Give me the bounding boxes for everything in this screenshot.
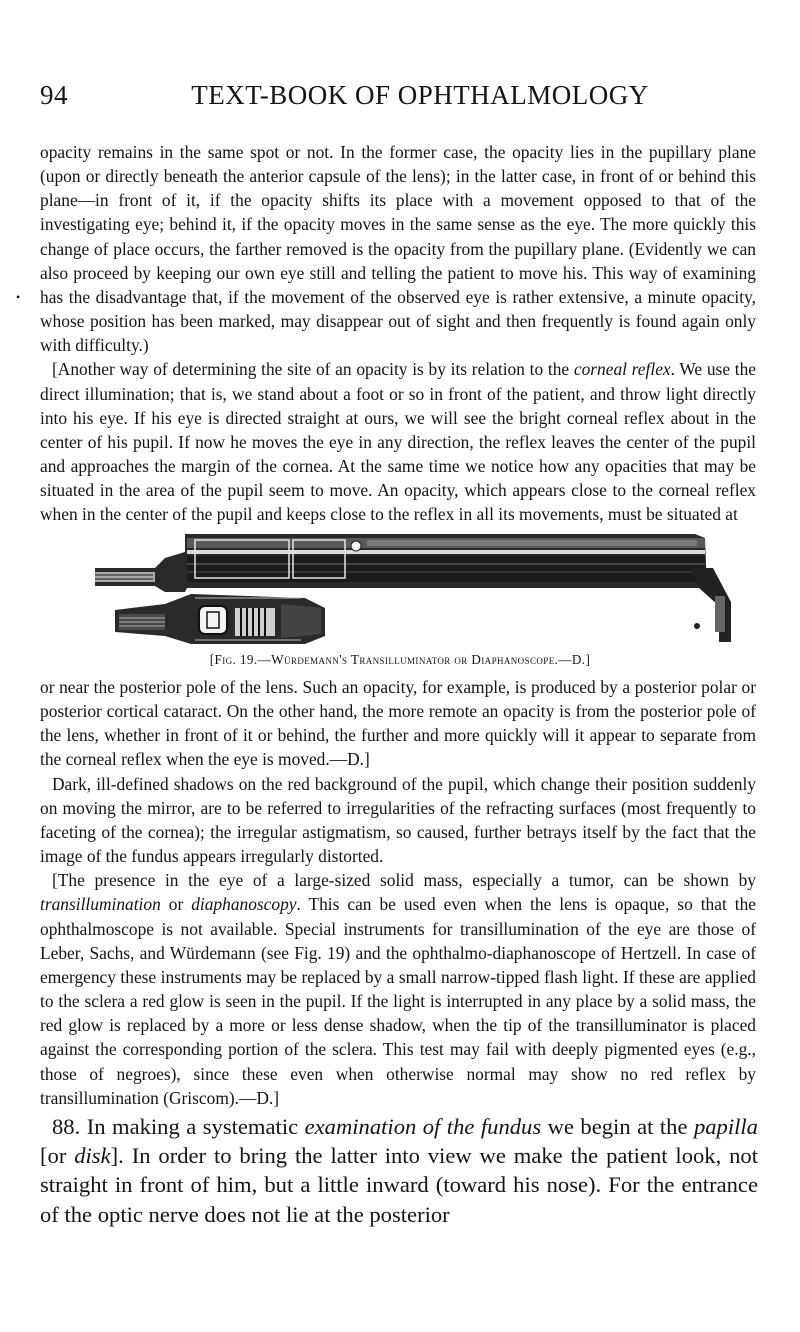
page-header <box>40 80 760 116</box>
paragraph-posterior-pole: or near the posterior pole of the lens. Such an opacity, for example, is produced by a posterior polar or posterior cortical cataract. On the other hand, the more remote an opacity is from the posterior pole of the lens, whether in front of it or behind, the further and more quickly will it appear to separate from the corneal reflex when the eye is moved.—D.] <box>40 677 756 770</box>
page-number: 94 <box>40 80 68 110</box>
term-transillumination: transillumination <box>40 894 161 915</box>
term-corneal-reflex: corneal reflex <box>573 359 671 380</box>
figure-caption: [Fig. 19.—Würdemann's Transilluminator or Diaphanoscope.—D.] <box>209 652 591 667</box>
term-disk: disk <box>74 1143 111 1169</box>
running-head: TEXT-BOOK OF OPHTHALMOLOGY <box>191 80 649 110</box>
paragraph-corneal-reflex: [Another way of determining the site of an opacity is by its relation to the corneal reflex. We use the direct illumination; that is, we stand about a foot or so in front of the patient, and throw light directly into his eye. If his eye is directed straight at ours, we will see the bright corneal reflex about in the center of his pupil. If now he moves the eye in any direction, the reflex leaves the center of the pupil and approaches the margin of the cornea. At the same time we notice how any opacities that may be situated in the area of the pupil seem to move. An opacity, which appears close to the corneal reflex when in the center of the pupil and keeps close to the reflex in all its movements, must be situated at <box>40 359 756 525</box>
margin-dot: • <box>16 290 21 304</box>
transilluminator-figure <box>95 528 735 646</box>
section-88 <box>40 1112 758 1229</box>
paragraph-dark-shadows: Dark, ill-defined shadows on the red background of the pupil, which change their position suddenly on moving the mirror, are to be referred to irregularities of the refracting surfaces (most frequently to faceting of the cornea); the irregular astigmatism, so caused, further betrays itself by the fact that the image of the fundus appears irregularly distorted. <box>40 773 756 867</box>
text-block-top <box>40 140 756 527</box>
paragraph-opacity-position: opacity remains in the same spot or not. In the former case, the opacity lies in the pupillary plane (upon or directly beneath the anterior capsule of the lens); in the latter case, in front of or behind this plane—in front of it, if the opacity shifts its place with a movement opposed to that of the investigating eye; behind it, if the opacity moves in the same sense as the eye. The more quickly this change of place occurs, the farther removed is the opacity from the pupillary plane. (Evidently we can also proceed by keeping our own eye still and telling the patient to move his. This way of examining has the disadvantage that, if the movement of the observed eye is rather extensive, a minute opacity, whose position has been marked, may disappear out of sight and then frequently is found again only with difficulty.) <box>40 142 756 356</box>
term-examination-of-the-fundus: examination of the fundus <box>304 1114 542 1139</box>
paragraph-transillumination: [The presence in the eye of a large-sized solid mass, especially a tumor, can be shown by transillumination or diaphanoscopy. This can be used even when the lens is opaque, so that the ophthalmoscope is not available. Special instruments for transillumination of the eye are those of Leber, Sachs, and Würdemann (see Fig. 19) and the ophthalmo-diaphanoscope of Hertzell. In case of emergency these instruments may be replaced by a small narrow-tipped flash light. If these are applied to the sclera a red glow is seen in the pupil. If the light is interrupted in any place by a solid mass, the red glow is replaced by a more or less dense shadow, when the tip of the transilluminator is placed against the corresponding portion of the sclera. This test may fail with deeply pigmented eyes (e.g., those of negroes), since these even when otherwise normal may show no red reflex by transillumination (Griscom).—D.] <box>40 870 756 1108</box>
term-diaphanoscopy: diaphanoscopy <box>191 894 297 915</box>
term-papilla: papilla <box>693 1114 758 1139</box>
transilluminator-illustration <box>95 534 731 644</box>
text-block-bottom <box>40 675 756 1110</box>
paragraph-section-88: 88. In making a systematic examination of the fundus we begin at the papilla [or disk]. In order to bring the latter into view we make the patient look, not straight in front of him, but a little inward (toward his nose). For the entrance of the optic nerve does not lie at the posterior <box>40 1114 758 1227</box>
